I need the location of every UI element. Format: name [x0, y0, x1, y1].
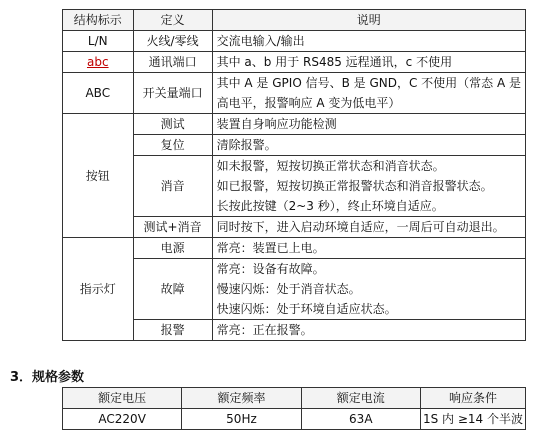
- description-line: 如已报警，短按切换正常报警状态和消音报警状态。: [216, 179, 493, 193]
- row-definition: 报警: [133, 320, 212, 341]
- header-description: 说明: [212, 10, 525, 31]
- row-definition: 通讯端口: [133, 52, 212, 73]
- spec-frequency: 50Hz: [182, 409, 301, 430]
- row-definition: 故障: [133, 259, 212, 320]
- row-mark: ABC: [63, 73, 134, 114]
- header-mark: 结构标示: [63, 10, 134, 31]
- row-description: 常亮：装置已上电。: [212, 238, 525, 259]
- spec-header-voltage: 额定电压: [63, 388, 182, 409]
- row-definition: 电源: [133, 238, 212, 259]
- group-indicator: 指示灯: [63, 238, 134, 341]
- description-line: 高电平，报警响应 A 变为低电平）: [216, 96, 401, 110]
- description-line: 其中 A 是 GPIO 信号、B 是 GND，C 不使用（常态 A 是: [216, 76, 521, 90]
- table-row: [63, 238, 526, 259]
- table-row: [63, 52, 526, 73]
- section-title: 3．规格参数: [10, 370, 85, 385]
- row-mark: abc: [86, 55, 109, 69]
- row-description: 同时按下，进入启动环境自适应，一周后可自动退出。: [212, 217, 525, 238]
- structure-table: [62, 9, 526, 341]
- row-definition: 消音: [133, 156, 212, 217]
- row-description: [212, 156, 525, 217]
- spec-table: [62, 387, 526, 430]
- row-description: 装置自身响应功能检测: [212, 114, 525, 135]
- row-mark: L/N: [63, 31, 134, 52]
- spec-header-response: 响应条件: [420, 388, 525, 409]
- description-line: 快速闪烁：处于环境自适应状态。: [216, 302, 397, 316]
- table-header-row: [63, 10, 526, 31]
- table-row: [63, 114, 526, 135]
- header-definition: 定义: [133, 10, 212, 31]
- row-definition: 测试+消音: [133, 217, 212, 238]
- row-description: 清除报警。: [212, 135, 525, 156]
- table-row: [63, 31, 526, 52]
- description-line: 慢速闪烁：处于消音状态。: [216, 282, 361, 296]
- row-description: [212, 259, 525, 320]
- description-line: 长按此按键（2~3 秒），终止环境自适应。: [216, 199, 444, 213]
- description-line: 如未报警，短按切换正常状态和消音状态。: [216, 159, 445, 173]
- row-description: 交流电输入/输出: [212, 31, 525, 52]
- row-description: 其中 a、b 用于 RS485 远程通讯，c 不使用: [212, 52, 525, 73]
- spec-current: 63A: [301, 409, 420, 430]
- spec-header-row: [63, 388, 526, 409]
- table-row: [63, 73, 526, 114]
- group-button: 按钮: [63, 114, 134, 238]
- spec-header-current: 额定电流: [301, 388, 420, 409]
- row-definition: 火线/零线: [133, 31, 212, 52]
- row-definition: 开关量端口: [133, 73, 212, 114]
- spec-header-frequency: 额定频率: [182, 388, 301, 409]
- row-description: [212, 73, 525, 114]
- spec-voltage: AC220V: [63, 409, 182, 430]
- row-definition: 测试: [133, 114, 212, 135]
- spec-value-row: [63, 409, 526, 430]
- description-line: 常亮：设备有故障。: [216, 262, 325, 276]
- row-definition: 复位: [133, 135, 212, 156]
- spec-response: 1S 内 ≥14 个半波: [420, 409, 525, 430]
- row-description: 常亮：正在报警。: [212, 320, 525, 341]
